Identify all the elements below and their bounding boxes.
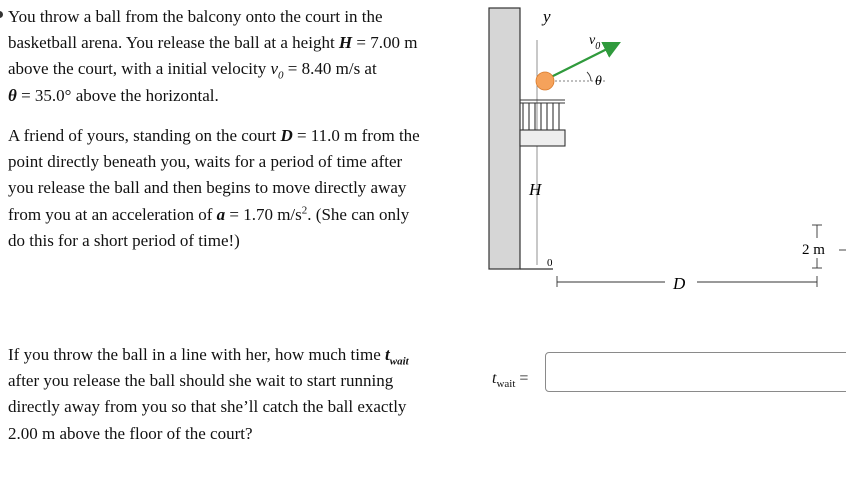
velocity-symbol: $v_0$ <box>270 59 284 82</box>
intro-line-1: You throw a ball from the balcony onto the court in the <box>8 7 383 26</box>
intro-line-3: above the court, with a initial velocity $v_0 = 8.40$ m/s at <box>8 59 377 82</box>
time-symbol: $t_{wait}$ <box>385 345 409 368</box>
ball <box>536 72 554 90</box>
angle-arc <box>587 72 591 81</box>
origin-label: 0 <box>547 257 553 269</box>
velocity-value: = 8.40 m/s at <box>287 59 377 79</box>
y-axis-label: y <box>543 7 551 26</box>
question-paragraph <box>8 342 409 447</box>
question-line-4: 2.00 m above the floor of the court? <box>8 423 253 443</box>
acceleration-symbol: a <box>216 204 226 224</box>
velocity-label: $v_0$ <box>589 33 601 52</box>
height-label: H <box>529 180 542 199</box>
height-value: = 7.00 m <box>356 33 418 53</box>
friend-line-4: from you at an acceleration of a = 1.70 $m/s^2$. (She can only <box>8 203 410 224</box>
distance-label: D <box>673 274 686 293</box>
distance-symbol: D <box>280 126 293 145</box>
question-line-1: If you throw the ball in a line with her, how much time $t_{wait}$ <box>8 345 409 368</box>
intro-line-2: basketball arena. You release the ball at a height H = 7.00 m <box>8 33 418 53</box>
friend-line-5: do this for a short period of time!) <box>8 230 240 250</box>
angle-label: θ <box>595 74 602 89</box>
question-line-3: directly away from you so that she’ll catch the ball exactly <box>8 397 407 417</box>
question-line-2: after you release the ball should she wait to start running <box>8 371 394 391</box>
friend-line-1: A friend of yours, standing on the court D = 11.0 m from the <box>8 126 420 145</box>
intro-line-4 <box>8 83 417 109</box>
height-symbol: H <box>338 33 353 53</box>
answer-label: $t_{wait}$ = <box>492 370 529 391</box>
friend-line-2: point directly beneath you, waits for a period of time after <box>8 152 403 172</box>
distance-dimension <box>557 276 817 287</box>
balcony-railing <box>520 100 565 146</box>
velocity-arrow <box>545 44 617 80</box>
balcony-diagram <box>485 0 846 300</box>
angle-value: = 35.0° above the horizontal. <box>21 85 219 105</box>
wall <box>489 8 520 269</box>
friend-line-3: you release the ball and then begins to move directly away <box>8 178 407 198</box>
answer-input[interactable] <box>545 352 846 392</box>
problem-paragraph-friend <box>8 123 420 254</box>
problem-paragraph-intro <box>8 4 417 109</box>
angle-symbol: θ <box>8 85 17 105</box>
list-bullet <box>0 11 3 18</box>
catch-height-label: 2 m <box>802 242 825 258</box>
